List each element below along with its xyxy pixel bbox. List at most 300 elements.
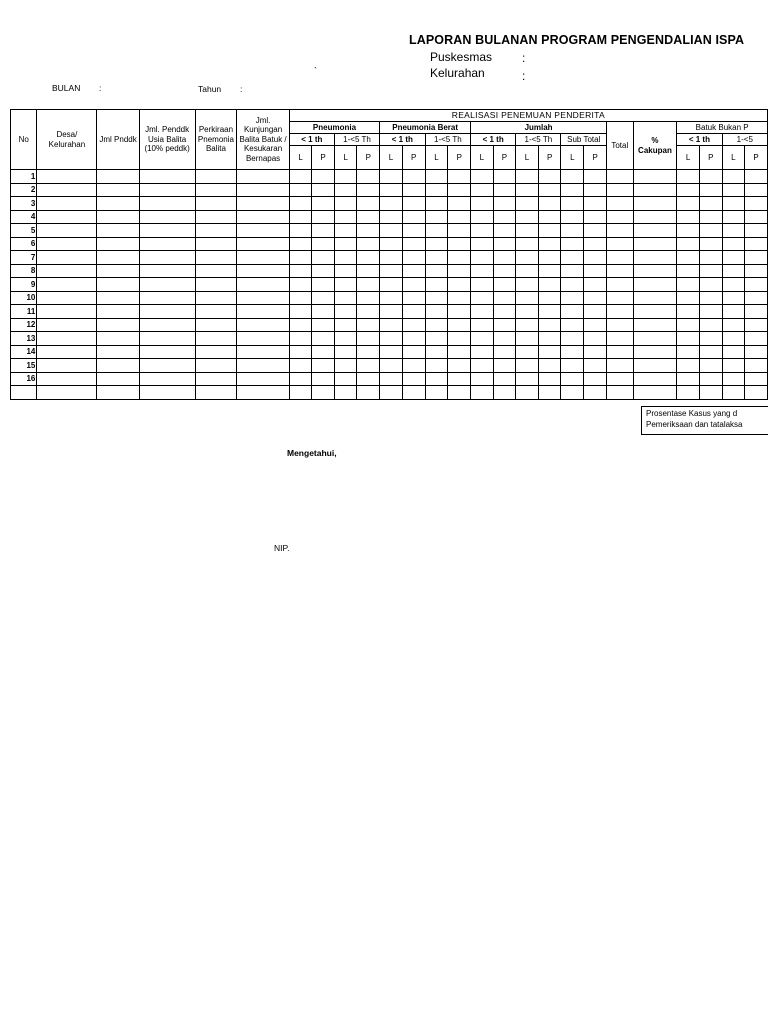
col-kunjungan-header: Jml. Kunjungan Balita Batuk / Kesukaran Bernapas (237, 110, 289, 170)
lp-5-p-header: P (538, 146, 561, 170)
table-cell (37, 183, 97, 197)
table-cell (633, 278, 677, 292)
table-cell (561, 251, 584, 265)
table-cell (561, 264, 584, 278)
table-cell (584, 224, 607, 238)
table-cell (289, 372, 312, 386)
table-cell (289, 305, 312, 319)
table-cell (425, 318, 448, 332)
table-cell (334, 170, 357, 184)
table-cell (448, 278, 471, 292)
table-cell (448, 332, 471, 346)
table-cell (516, 386, 539, 400)
table-cell (538, 210, 561, 224)
table-cell (312, 305, 335, 319)
table-cell (425, 359, 448, 373)
table-cell (334, 237, 357, 251)
table-cell (357, 197, 380, 211)
table-cell (357, 386, 380, 400)
table-cell (722, 386, 745, 400)
table-cell (699, 386, 722, 400)
table-cell (699, 359, 722, 373)
jumlah-lt1-header: < 1 th (471, 134, 516, 146)
pneu-lt1-header: < 1 th (289, 134, 334, 146)
tick-mark: ` (314, 66, 317, 76)
table-cell (357, 291, 380, 305)
table-cell (195, 237, 237, 251)
table-cell (745, 345, 768, 359)
table-cell (37, 251, 97, 265)
table-cell (607, 251, 634, 265)
table-cell (538, 386, 561, 400)
table-cell (195, 197, 237, 211)
table-cell (97, 170, 139, 184)
table-cell (633, 318, 677, 332)
table-cell (425, 278, 448, 292)
kelurahan-colon: : (522, 69, 526, 83)
table-cell (633, 251, 677, 265)
table-row (11, 197, 768, 211)
row-number: 12 (11, 318, 37, 332)
table-cell (334, 224, 357, 238)
table-cell (633, 224, 677, 238)
table-cell (538, 264, 561, 278)
table-cell (195, 359, 237, 373)
table-cell (402, 197, 425, 211)
table-cell (195, 345, 237, 359)
table-cell (607, 318, 634, 332)
table-cell (722, 332, 745, 346)
table-cell (516, 345, 539, 359)
table-cell (312, 183, 335, 197)
table-cell (448, 210, 471, 224)
table-cell (607, 170, 634, 184)
table-row (11, 210, 768, 224)
table-cell (139, 278, 195, 292)
batuk-1to5-header: 1-<5 (722, 134, 767, 146)
table-cell (334, 278, 357, 292)
table-cell (561, 278, 584, 292)
table-cell (237, 332, 289, 346)
row-number: 3 (11, 197, 37, 211)
table-cell (380, 251, 403, 265)
table-cell (195, 264, 237, 278)
table-cell (357, 278, 380, 292)
table-cell (677, 345, 700, 359)
table-cell (745, 278, 768, 292)
table-cell (139, 305, 195, 319)
table-cell (380, 359, 403, 373)
table-cell (425, 291, 448, 305)
lp-3-l-header: L (425, 146, 448, 170)
table-cell (425, 197, 448, 211)
table-cell (334, 372, 357, 386)
table-row (11, 224, 768, 238)
table-cell (380, 170, 403, 184)
table-cell (516, 359, 539, 373)
row-number: 11 (11, 305, 37, 319)
table-cell (516, 210, 539, 224)
table-cell (97, 386, 139, 400)
table-cell (561, 291, 584, 305)
table-cell (607, 183, 634, 197)
table-cell (139, 251, 195, 265)
table-cell (312, 197, 335, 211)
table-cell (195, 170, 237, 184)
table-cell (139, 318, 195, 332)
table-cell (425, 264, 448, 278)
table-cell (402, 224, 425, 238)
table-cell (493, 291, 516, 305)
table-cell (471, 264, 494, 278)
table-cell (289, 197, 312, 211)
table-cell (237, 224, 289, 238)
table-cell (722, 278, 745, 292)
lp-4-l-header: L (471, 146, 494, 170)
row-number: 14 (11, 345, 37, 359)
lp-2-l-header: L (380, 146, 403, 170)
table-cell (584, 345, 607, 359)
table-cell (633, 291, 677, 305)
table-cell (561, 332, 584, 346)
row-number: 15 (11, 359, 37, 373)
table-cell (471, 386, 494, 400)
row-number: 16 (11, 372, 37, 386)
table-cell (722, 372, 745, 386)
table-cell (699, 332, 722, 346)
table-row (11, 386, 768, 400)
table-cell (357, 372, 380, 386)
table-cell (493, 278, 516, 292)
table-cell (97, 372, 139, 386)
table-cell (334, 386, 357, 400)
table-cell (97, 318, 139, 332)
table-cell (493, 237, 516, 251)
col-desa-header: Desa/ Kelurahan (37, 110, 97, 170)
table-row (11, 318, 768, 332)
table-cell (237, 345, 289, 359)
table-cell (425, 237, 448, 251)
table-cell (633, 237, 677, 251)
table-cell (493, 305, 516, 319)
table-cell (139, 359, 195, 373)
table-cell (722, 264, 745, 278)
table-cell (448, 318, 471, 332)
table-row (11, 372, 768, 386)
table-cell (722, 359, 745, 373)
kelurahan-label: Kelurahan (430, 66, 485, 80)
table-row (11, 291, 768, 305)
table-cell (699, 237, 722, 251)
table-row (11, 251, 768, 265)
lp-0-l-header: L (289, 146, 312, 170)
table-cell (607, 386, 634, 400)
table-cell (745, 224, 768, 238)
table-cell (471, 237, 494, 251)
table-row (11, 264, 768, 278)
table-cell (312, 170, 335, 184)
table-cell (289, 278, 312, 292)
table-cell (677, 224, 700, 238)
table-cell (448, 291, 471, 305)
table-cell (516, 278, 539, 292)
table-cell (561, 224, 584, 238)
table-cell (425, 345, 448, 359)
table-cell (195, 224, 237, 238)
table-cell (357, 170, 380, 184)
table-cell (745, 237, 768, 251)
table-cell (722, 170, 745, 184)
table-cell (237, 264, 289, 278)
table-cell (380, 264, 403, 278)
table-cell (471, 305, 494, 319)
realisasi-header: REALISASI PENEMUAN PENDERITA (289, 110, 767, 122)
table-cell (334, 197, 357, 211)
table-cell (471, 197, 494, 211)
table-cell (380, 332, 403, 346)
table-cell (516, 170, 539, 184)
table-cell (402, 183, 425, 197)
table-cell (584, 278, 607, 292)
table-cell (380, 183, 403, 197)
table-cell (584, 183, 607, 197)
pneu-1to5-header: 1-<5 Th (334, 134, 379, 146)
table-cell (493, 264, 516, 278)
table-cell (471, 345, 494, 359)
table-cell (402, 264, 425, 278)
table-cell (312, 359, 335, 373)
table-cell (334, 359, 357, 373)
table-cell (334, 345, 357, 359)
table-cell (699, 224, 722, 238)
table-cell (471, 210, 494, 224)
table-cell (561, 183, 584, 197)
table-row (11, 359, 768, 373)
table-cell (334, 210, 357, 224)
table-cell (699, 251, 722, 265)
table-cell (607, 210, 634, 224)
row-number: 7 (11, 251, 37, 265)
col-no-header: No (11, 110, 37, 170)
table-cell (425, 210, 448, 224)
table-cell (425, 251, 448, 265)
table-cell (289, 224, 312, 238)
table-cell (195, 372, 237, 386)
table-cell (516, 197, 539, 211)
table-cell (607, 197, 634, 211)
row-number (11, 386, 37, 400)
table-cell (607, 372, 634, 386)
table-cell (745, 251, 768, 265)
table-cell (584, 372, 607, 386)
bulan-label: BULAN (52, 83, 81, 93)
table-cell (699, 264, 722, 278)
table-cell (471, 170, 494, 184)
note-line-2: Pemeriksaan dan tatalaksa (646, 420, 743, 429)
table-cell (139, 224, 195, 238)
table-cell (493, 197, 516, 211)
table-cell (312, 278, 335, 292)
table-cell (289, 386, 312, 400)
table-cell (139, 372, 195, 386)
table-cell (722, 345, 745, 359)
table-cell (633, 264, 677, 278)
table-cell (493, 210, 516, 224)
table-cell (289, 251, 312, 265)
lp-1-l-header: L (334, 146, 357, 170)
table-cell (538, 345, 561, 359)
table-cell (516, 291, 539, 305)
table-cell (139, 183, 195, 197)
cakupan-header: % Cakupan (633, 122, 677, 170)
table-cell (584, 305, 607, 319)
table-cell (402, 237, 425, 251)
table-cell (97, 264, 139, 278)
report-table (10, 109, 768, 400)
table-cell (357, 359, 380, 373)
table-cell (677, 332, 700, 346)
table-cell (37, 291, 97, 305)
table-cell (607, 237, 634, 251)
table-cell (448, 372, 471, 386)
table-cell (357, 237, 380, 251)
table-cell (448, 359, 471, 373)
table-cell (312, 291, 335, 305)
lp-batuk-0-p-header: P (699, 146, 722, 170)
table-cell (516, 305, 539, 319)
table-cell (37, 197, 97, 211)
table-cell (584, 332, 607, 346)
table-cell (402, 291, 425, 305)
table-cell (37, 332, 97, 346)
table-cell (237, 359, 289, 373)
mengetahui-label: Mengetahui, (287, 448, 337, 458)
table-cell (493, 345, 516, 359)
table-cell (633, 386, 677, 400)
table-cell (37, 372, 97, 386)
table-cell (561, 197, 584, 211)
jumlah-1to5-header: 1-<5 Th (516, 134, 561, 146)
table-cell (633, 183, 677, 197)
table-cell (745, 318, 768, 332)
lp-6-l-header: L (561, 146, 584, 170)
table-cell (584, 291, 607, 305)
table-cell (471, 291, 494, 305)
table-cell (633, 305, 677, 319)
table-cell (745, 305, 768, 319)
table-cell (607, 264, 634, 278)
table-cell (357, 264, 380, 278)
table-cell (699, 318, 722, 332)
table-cell (139, 264, 195, 278)
bulan-colon: : (99, 83, 102, 93)
table-cell (745, 291, 768, 305)
table-cell (402, 332, 425, 346)
pneuberat-lt1-header: < 1 th (380, 134, 425, 146)
table-cell (139, 345, 195, 359)
table-cell (677, 372, 700, 386)
table-cell (584, 251, 607, 265)
lp-1-p-header: P (357, 146, 380, 170)
table-cell (584, 197, 607, 211)
table-cell (561, 372, 584, 386)
table-cell (745, 359, 768, 373)
table-cell (312, 332, 335, 346)
table-cell (699, 291, 722, 305)
table-cell (633, 170, 677, 184)
table-cell (312, 264, 335, 278)
table-cell (448, 170, 471, 184)
table-cell (289, 170, 312, 184)
table-cell (37, 210, 97, 224)
table-cell (633, 372, 677, 386)
table-cell (584, 386, 607, 400)
table-cell (139, 197, 195, 211)
table-cell (538, 318, 561, 332)
table-cell (195, 332, 237, 346)
table-cell (633, 210, 677, 224)
table-cell (380, 224, 403, 238)
table-cell (448, 224, 471, 238)
table-cell (584, 264, 607, 278)
lp-batuk-0-l-header: L (677, 146, 700, 170)
table-cell (699, 278, 722, 292)
col-jml-pnddk-header: Jml Pnddk (97, 110, 139, 170)
table-cell (139, 386, 195, 400)
table-cell (357, 345, 380, 359)
table-cell (561, 318, 584, 332)
table-cell (97, 224, 139, 238)
table-cell (289, 183, 312, 197)
table-cell (380, 372, 403, 386)
table-cell (745, 386, 768, 400)
table-cell (493, 251, 516, 265)
table-cell (97, 251, 139, 265)
table-cell (561, 170, 584, 184)
table-cell (493, 224, 516, 238)
table-cell (448, 264, 471, 278)
note-line-1: Prosentase Kasus yang d (646, 409, 738, 418)
table-cell (402, 359, 425, 373)
table-cell (237, 278, 289, 292)
table-cell (334, 305, 357, 319)
table-cell (139, 291, 195, 305)
table-cell (357, 318, 380, 332)
table-cell (516, 332, 539, 346)
table-cell (425, 372, 448, 386)
table-cell (37, 264, 97, 278)
table-cell (448, 386, 471, 400)
table-cell (448, 183, 471, 197)
table-cell (538, 332, 561, 346)
table-cell (745, 210, 768, 224)
table-cell (561, 237, 584, 251)
table-cell (312, 237, 335, 251)
table-cell (516, 318, 539, 332)
table-cell (237, 251, 289, 265)
table-cell (334, 264, 357, 278)
table-cell (677, 251, 700, 265)
table-row (11, 332, 768, 346)
table-cell (97, 210, 139, 224)
table-cell (493, 318, 516, 332)
table-cell (425, 170, 448, 184)
table-cell (745, 183, 768, 197)
table-cell (425, 305, 448, 319)
batuk-bukan-header: Batuk Bukan P (677, 122, 768, 134)
table-cell (312, 224, 335, 238)
table-cell (425, 183, 448, 197)
